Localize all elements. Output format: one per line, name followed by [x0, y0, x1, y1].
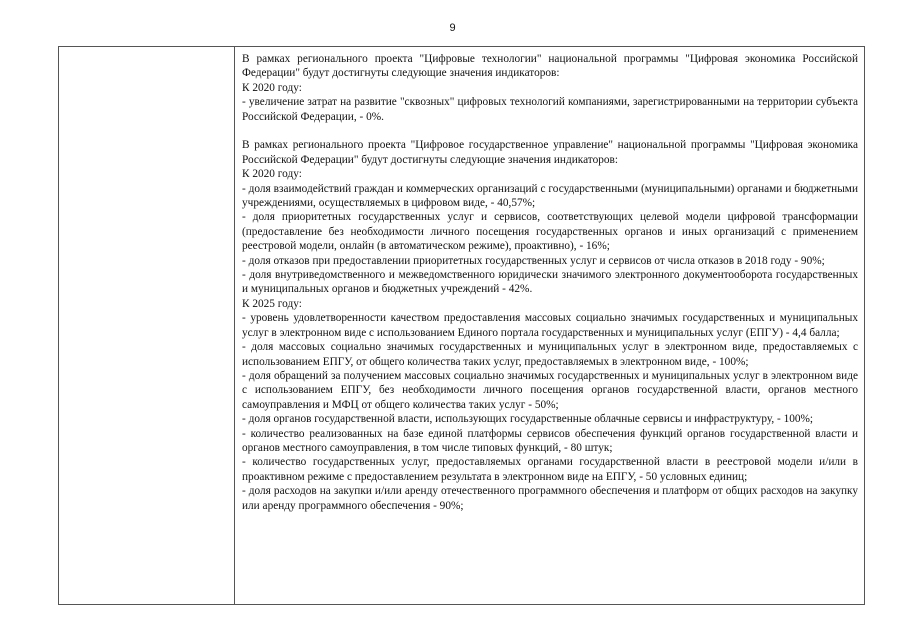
paragraph-project-digital-tech: В рамках регионального проекта "Цифровые технологии" национальной программы "Цифровая экономика Российской Федерации" будут достигнуты следующие значения индикаторов:: [242, 53, 858, 80]
indicator-item: - доля массовых социально значимых государственных и муниципальных услуг в электронном виде, предоставляемых с использованием ЕПГУ, от общего количества таких услуг, предоставляемых в электронном виде, - 100%;: [242, 341, 858, 368]
indicator-item: - доля обращений за получением массовых социально значимых государственных и муниципальных услуг в электронном виде с использованием ЕПГУ, без необходимости личного посещения органов государственной власти, органов местного самоуправления и МФЦ от общего количества таких услуг - 50%;: [242, 369, 858, 411]
indicator-item: - доля расходов на закупки и/или аренду отечественного программного обеспечения и платформ от общих расходов на закупку или аренду программного обеспечения - 90%;: [242, 485, 858, 512]
spacer: [242, 124, 858, 138]
page-number: 9: [449, 22, 456, 34]
table-right-column: [236, 47, 864, 604]
indicator-item: - доля органов государственной власти, использующих государственные облачные сервисы и инфраструктуру, - 100%;: [242, 413, 814, 426]
content-table: [58, 46, 865, 605]
indicator-item: - количество государственных услуг, предоставляемых органами государственной власти в реестровой модели и/или в проактивном режиме с предоставлением результата в электронном виде на ЕПГУ, - 50 условных единиц;: [242, 456, 858, 483]
indicator-item: - доля отказов при предоставлении приоритетных государственных услуг и сервисов от числа отказов в 2018 году - 90%;: [242, 254, 825, 267]
indicator-item: - доля внутриведомственного и межведомственного юридически значимого электронного документооборота государственных и муниципальных органов и бюджетных учреждений - 42%.: [242, 269, 858, 296]
indicator-item: - доля взаимодействий граждан и коммерческих организаций с государственными (муниципальными) органами и бюджетными учреждениями, осуществляемых в цифровом виде, - 40,57%;: [242, 182, 858, 210]
paragraph-project-digital-gov: В рамках регионального проекта "Цифровое государственное управление" национальной программы "Цифровая экономика Российской Федерации" будут достигнуты следующие значения индикаторов:: [242, 139, 858, 166]
indicator-item: - уровень удовлетворенности качеством предоставления массовых социально значимых государственных и муниципальных услуг в электронном виде с использованием Единого портала государственных и муниципальных услуг (ЕПГУ) - 4,4 балла;: [242, 312, 858, 339]
indicator-item: - увеличение затрат на развитие "сквозных" цифровых технологий компаниями, зарегистрированными на территории субъекта Российской Федерации, - 0%.: [242, 96, 858, 123]
year-heading-2020-a: К 2020 году:: [242, 81, 302, 94]
year-heading-2020-b: К 2020 году:: [242, 168, 302, 181]
indicator-item: - количество реализованных на базе единой платформы сервисов обеспечения функций органов государственной власти и органов местного самоуправления, в том числе типовых функций, - 80 штук;: [242, 427, 858, 454]
table-left-column: [59, 47, 235, 604]
year-heading-2025: К 2025 году:: [242, 297, 302, 310]
indicator-item: - доля приоритетных государственных услуг и сервисов, соответствующих целевой модели цифровой трансформации (предоставление без необходимости личного посещения государственных органов и иных организаций с применением реестровой модели, онлайн (в автоматическом режиме), проактивно), - 16%;: [242, 211, 858, 253]
